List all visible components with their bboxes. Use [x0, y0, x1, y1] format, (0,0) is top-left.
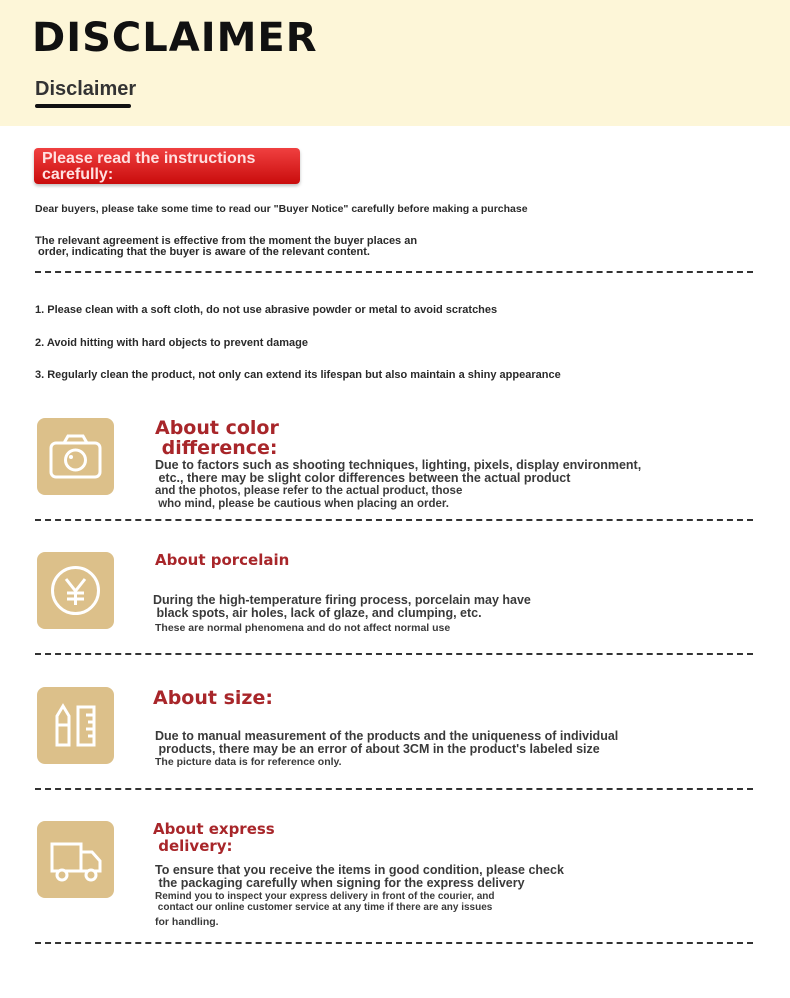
truck-icon — [37, 821, 114, 898]
color-body-line-3: and the photos, please refer to the actual product, those — [155, 485, 463, 497]
porcelain-section-title: About porcelain — [155, 551, 290, 569]
divider — [35, 788, 753, 790]
divider — [35, 942, 753, 944]
divider — [35, 519, 753, 521]
size-section-body-a — [155, 730, 618, 756]
agreement-line-2: order, indicating that the buyer is aware of the relevant content. — [35, 246, 370, 258]
color-section-title — [155, 418, 279, 458]
express-section-title — [153, 821, 275, 855]
size-body-line-1: Due to manual measurement of the products and the uniqueness of individual — [155, 729, 619, 743]
banner-line-2: carefully: — [42, 166, 114, 183]
color-title-line-2: difference: — [155, 437, 278, 459]
care-item-2: 2. Avoid hitting with hard objects to prevent damage — [35, 337, 308, 349]
header — [0, 0, 790, 126]
porcelain-body-line-1: During the high-temperature firing process, porcelain may have — [153, 593, 531, 607]
express-body-line-2: the packaging carefully when signing for the express delivery — [155, 876, 525, 890]
express-body-line-5: for handling. — [155, 916, 219, 928]
divider — [35, 271, 753, 273]
care-item-1: 1. Please clean with a soft cloth, do not use abrasive powder or metal to avoid scratches — [35, 304, 498, 316]
size-body-line-3: The picture data is for reference only. — [155, 756, 342, 768]
color-section-body-a — [155, 459, 641, 485]
color-body-line-2: etc., there may be slight color differences between the actual product — [155, 471, 571, 485]
porcelain-body-line-2: black spots, air holes, lack of glaze, and clumping, etc. — [153, 606, 482, 620]
camera-icon — [37, 418, 114, 495]
yen-icon — [37, 552, 114, 629]
size-body-line-2: products, there may be an error of about 3CM in the product's labeled size — [155, 742, 600, 756]
porcelain-section-body-a — [153, 594, 531, 620]
banner-text — [42, 151, 302, 183]
express-section-body-a — [155, 864, 564, 890]
page-subtitle: Disclaimer — [35, 78, 137, 100]
express-body-line-1: To ensure that you receive the items in good condition, please check — [155, 863, 564, 877]
ruler-icon — [37, 687, 114, 764]
size-section-title: About size: — [153, 687, 273, 709]
express-title-line-1: About express — [153, 820, 275, 838]
express-body-line-3: Remind you to inspect your express delivery in front of the courier, and — [155, 891, 495, 902]
color-body-line-1: Due to factors such as shooting techniques, lighting, pixels, display environment, — [155, 458, 642, 472]
color-title-line-1: About color — [155, 417, 279, 439]
express-body-line-4: contact our online customer service at any time if there are any issues — [155, 902, 493, 913]
page-title: DISCLAIMER — [32, 15, 318, 61]
buyer-notice-text: Dear buyers, please take some time to read our "Buyer Notice" carefully before making a purchase — [35, 203, 528, 215]
care-item-3: 3. Regularly clean the product, not only can extend its lifespan but also maintain a shiny appearance — [35, 369, 561, 381]
color-body-line-4: who mind, please be cautious when placing an order. — [155, 497, 449, 510]
agreement-line-1: The relevant agreement is effective from the moment the buyer places an — [35, 235, 418, 247]
express-title-line-2: delivery: — [153, 837, 233, 855]
banner-line-1: Please read the instructions — [42, 150, 256, 167]
divider — [35, 653, 753, 655]
subtitle-underline — [35, 104, 131, 108]
express-section-body-b — [155, 891, 495, 913]
instructions-banner — [34, 148, 300, 184]
porcelain-body-line-3: These are normal phenomena and do not affect normal use — [155, 622, 451, 634]
color-section-body-b — [155, 485, 462, 510]
